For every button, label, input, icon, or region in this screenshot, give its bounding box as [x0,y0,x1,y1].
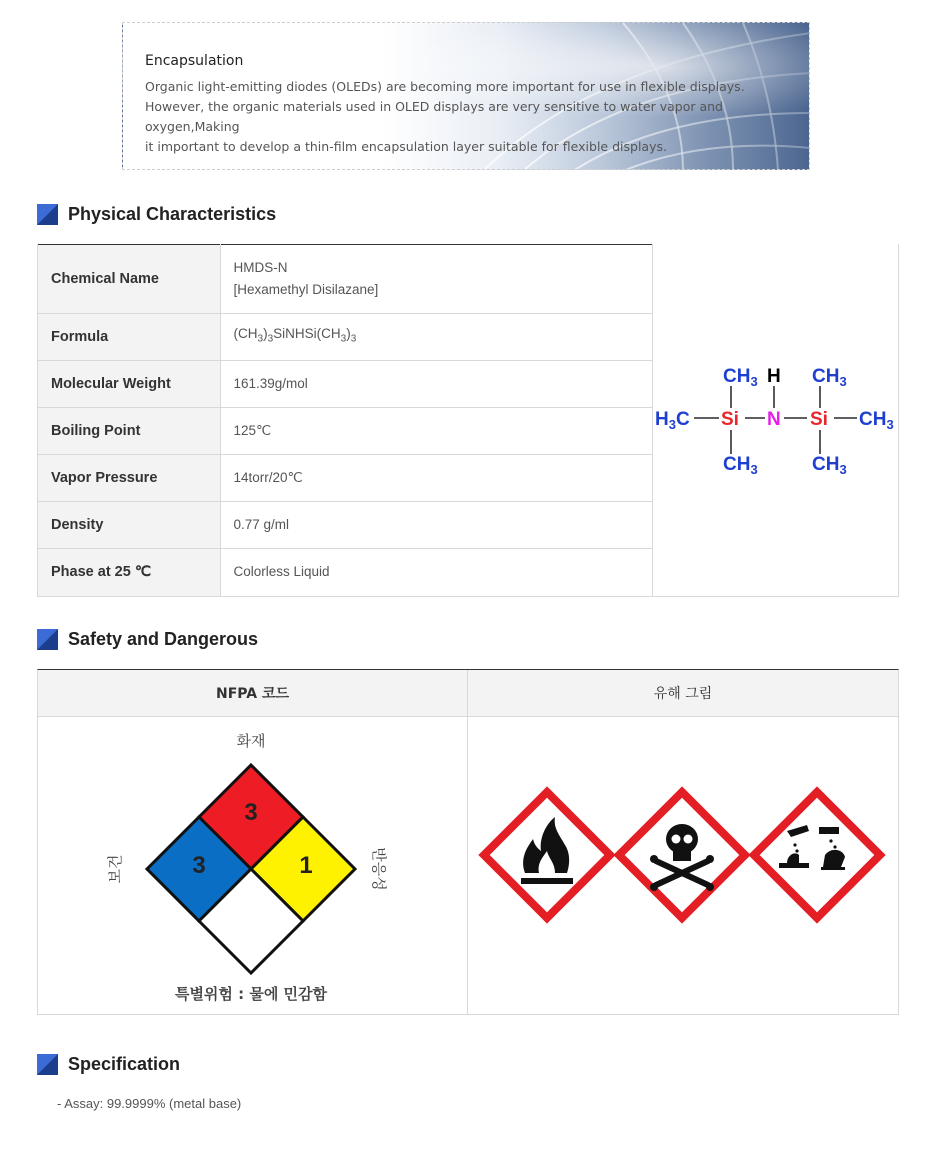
nfpa-diamond [38,718,467,1014]
skull-crossbones-icon [619,792,745,918]
molecular-structure-cell [652,244,899,596]
section-square-icon [37,204,58,225]
structure-h3c-left: $H_3C$ [655,409,690,432]
physical-section-title: Physical Characteristics [68,203,277,224]
banner-line-1: Organic light-emitting diodes (OLEDs) are becoming more important for use in flexible displays. [145,79,745,94]
table-row [38,408,652,455]
section-square-icon [37,629,58,650]
nfpa-fire-rating: 3 [244,799,258,826]
formula-value: $(CH_3)_3SiNHSi(CH_3)_3$ [220,314,652,361]
structure-n: N [767,409,781,430]
nfpa-health-label: 보건 [106,854,124,884]
boiling-point-value: 125℃ [220,408,652,455]
hazard-pictogram-column-header: 유해 그림 [468,670,898,717]
encapsulation-banner [122,22,810,170]
chemical-name-label: Chemical Name [38,245,220,314]
nfpa-health-rating: 3 [192,852,206,879]
formula-label: Formula [38,314,220,361]
density-label: Density [38,502,220,549]
hmds-structure-diagram [653,244,900,596]
safety-table [37,669,899,1015]
chemical-name-value [220,245,652,314]
nfpa-column-header: NFPA 코드 [38,670,467,717]
chemical-name-full: [Hexamethyl Disilazane] [233,282,379,297]
specification-section-header [37,1052,180,1076]
vapor-pressure-label: Vapor Pressure [38,455,220,502]
nfpa-special-label: 특별위험 : 물에 민감함 [174,985,328,1003]
assay-spec: - Assay: 99.9999% (metal base) [57,1096,242,1111]
structure-si-left: Si [721,409,739,430]
structure-ch3-right: $CH_3$ [859,409,894,432]
structure-ch3-top-left: $CH_3$ [723,366,758,389]
safety-section-title: Safety and Dangerous [68,628,259,649]
chemical-name-short: HMDS-N [233,260,288,275]
physical-section-header [37,202,276,226]
boiling-point-label: Boiling Point [38,408,220,455]
banner-line-2: However, the organic materials used in OLED displays are very sensitive to water vapor and oxygen,Making [145,99,723,134]
molecular-weight-label: Molecular Weight [38,361,220,408]
structure-h: H [767,366,781,387]
phase-label: Phase at 25 ℃ [38,549,220,596]
table-row [38,361,652,408]
structure-si-right: Si [810,409,828,430]
structure-ch3-top-right: $CH_3$ [812,366,847,389]
table-row [38,245,652,314]
banner-title: Encapsulation [145,53,244,69]
nfpa-reactivity-rating: 1 [299,852,313,879]
molecular-weight-value: 161.39g/mol [220,361,652,408]
density-value: 0.77 g/ml [220,502,652,549]
banner-description [145,77,805,157]
structure-ch3-bottom-left: $CH_3$ [723,454,758,477]
table-row [38,549,652,596]
nfpa-fire-label: 화재 [236,732,266,750]
flame-icon [484,792,610,918]
vapor-pressure-value: 14torr/20℃ [220,455,652,502]
physical-characteristics-table [37,244,899,597]
nfpa-reactivity-label: 반응성 [370,847,388,891]
table-row [38,502,652,549]
phase-value: Colorless Liquid [233,564,330,580]
structure-ch3-bottom-right: $CH_3$ [812,454,847,477]
safety-section-header [37,627,258,651]
ghs-pictograms [468,718,898,1014]
banner-line-3: it important to develop a thin-film encapsulation layer suitable for flexible displays. [145,139,667,154]
table-row [38,314,652,361]
specification-section-title: Specification [68,1053,181,1074]
corrosive-icon [754,792,880,918]
table-row [38,455,652,502]
section-square-icon [37,1054,58,1075]
